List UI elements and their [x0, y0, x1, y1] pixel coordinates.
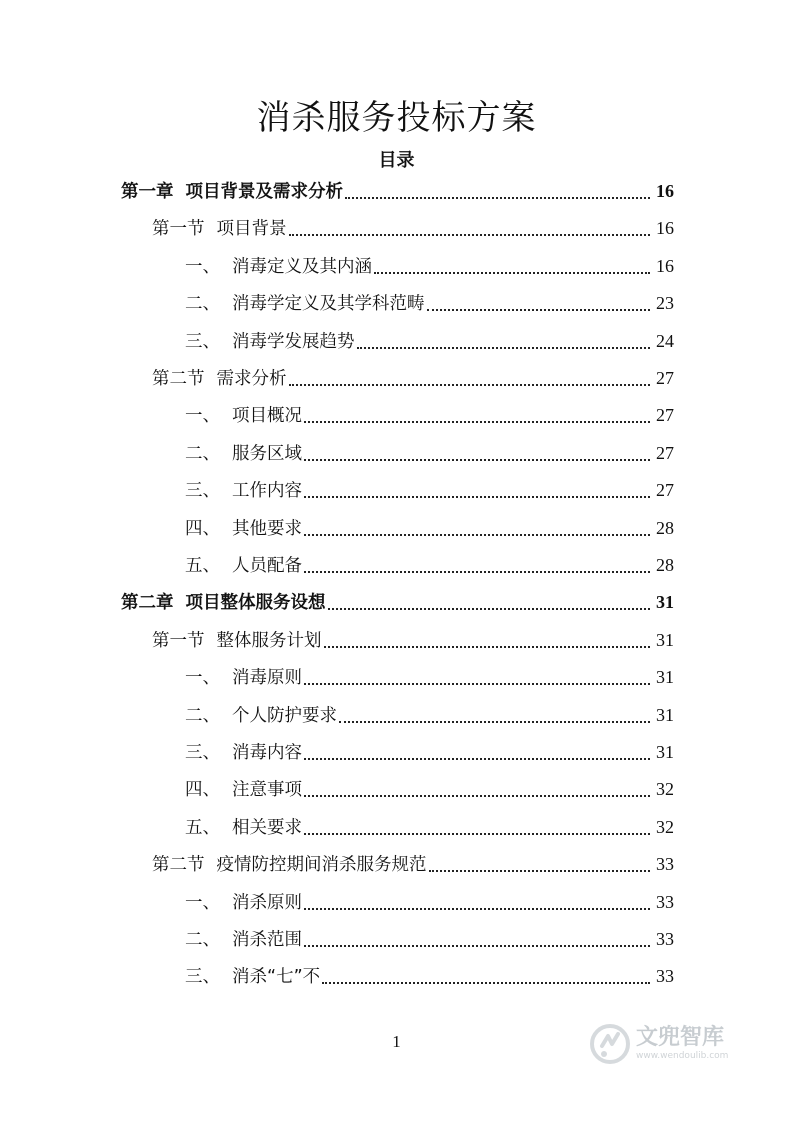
toc-entry-title: 项目概况: [232, 406, 302, 427]
toc-entry-title: 相关要求: [232, 817, 302, 838]
toc-entry[interactable]: [185, 888, 674, 916]
toc-dot-leader: [304, 571, 650, 573]
toc-entry[interactable]: [185, 551, 674, 579]
toc-entry-number: 三、: [185, 967, 220, 988]
toc-dot-leader: [374, 272, 650, 274]
toc-entry[interactable]: [121, 177, 674, 205]
toc-entry[interactable]: [185, 252, 674, 280]
toc-entry-page: 32: [656, 816, 674, 837]
toc-entry-page: 31: [656, 667, 674, 688]
toc-entry[interactable]: [185, 925, 674, 953]
toc-entry-page: 23: [656, 293, 674, 314]
toc-entry-number: 五、: [185, 817, 220, 838]
toc-dot-leader: [304, 534, 650, 536]
toc-entry[interactable]: [152, 364, 674, 392]
toc-entry-title: 项目整体服务设想: [185, 593, 326, 614]
toc-entry-page: 33: [656, 929, 674, 949]
toc-entry-page: 16: [656, 218, 674, 239]
toc-entry-title: 消毒学定义及其学科范畴: [232, 294, 425, 315]
toc-dot-leader: [304, 459, 650, 461]
toc-entry-number: 第一节: [152, 219, 205, 240]
toc-entry[interactable]: [185, 813, 674, 841]
toc-dot-leader: [304, 496, 650, 498]
toc-dot-leader: [429, 870, 651, 872]
toc-dot-leader: [304, 833, 650, 835]
toc-entry-page: 31: [656, 742, 674, 762]
toc-entry-number: 第一节: [152, 630, 205, 651]
toc-entry[interactable]: [152, 214, 674, 242]
toc-entry-number: 第二节: [152, 855, 205, 876]
toc-dot-leader: [304, 908, 650, 910]
toc-entry-page: 16: [656, 181, 674, 201]
toc-entry-title: 消杀范围: [232, 930, 302, 950]
toc-entry[interactable]: [185, 775, 674, 803]
watermark-url: www.wendoulib.com: [636, 1051, 729, 1061]
toc-entry[interactable]: [185, 327, 674, 355]
toc-dot-leader: [322, 982, 650, 984]
toc-dot-leader: [304, 945, 650, 947]
page-number: 1: [392, 1032, 401, 1051]
toc-entry[interactable]: [185, 738, 674, 766]
toc-entry-title: 其他要求: [232, 518, 302, 539]
toc-entry-title: 消毒内容: [232, 743, 302, 763]
toc-dot-leader: [345, 197, 650, 199]
toc-dot-leader: [324, 646, 651, 648]
toc-entry[interactable]: [185, 701, 674, 729]
toc-entry-number: 三、: [185, 481, 220, 502]
toc-entry-number: 一、: [185, 256, 220, 277]
toc-entry-title: 消毒原则: [232, 668, 302, 689]
toc-entry-title: 个人防护要求: [232, 705, 337, 726]
toc-entry[interactable]: [185, 476, 674, 504]
toc-entry-title: 项目背景及需求分析: [185, 182, 343, 202]
toc-dot-leader: [427, 309, 651, 311]
toc-dot-leader: [304, 421, 650, 423]
toc-entry-number: 三、: [185, 331, 220, 352]
toc-entry-page: 31: [656, 592, 674, 613]
wendou-logo-icon: [588, 1022, 632, 1066]
toc-entry[interactable]: [121, 588, 674, 616]
toc-entry-number: 一、: [185, 668, 220, 689]
toc-entry-page: 31: [656, 704, 674, 725]
toc-dot-leader: [289, 384, 651, 386]
toc-entry-page: 27: [656, 405, 674, 426]
toc-entry-title: 人员配备: [232, 556, 302, 576]
toc-dot-leader: [328, 608, 651, 610]
toc-dot-leader: [339, 721, 650, 723]
toc-entry-title: 消杀原则: [232, 892, 302, 913]
toc-entry-number: 三、: [185, 743, 220, 763]
toc-entry-title: 疫情防控期间消杀服务规范: [216, 855, 427, 876]
toc-entry-page: 28: [656, 555, 674, 575]
toc-entry-page: 31: [656, 629, 674, 650]
toc-entry-number: 四、: [185, 518, 220, 539]
toc-entry-page: 33: [656, 966, 674, 987]
toc-entry-title: 整体服务计划: [216, 630, 322, 651]
toc-entry-number: 第一章: [121, 182, 174, 202]
toc-dot-leader: [304, 758, 650, 760]
toc-entry-number: 第二节: [152, 369, 205, 389]
toc-dot-leader: [357, 347, 651, 349]
toc-entry-page: 27: [656, 368, 674, 388]
toc-entry-page: 33: [656, 891, 674, 912]
toc-entry-title: 消毒学发展趋势: [232, 331, 355, 352]
toc-entry[interactable]: [185, 962, 674, 990]
toc-entry-page: 16: [656, 255, 674, 276]
toc-entry[interactable]: [185, 514, 674, 542]
toc-entry-number: 二、: [185, 705, 220, 726]
toc-entry-title: 消毒定义及其内涵: [232, 256, 372, 277]
toc-entry-title: 服务区域: [232, 443, 302, 464]
toc-entry[interactable]: [185, 401, 674, 429]
watermark-name: 文兜智库: [636, 1025, 725, 1050]
toc-dot-leader: [304, 683, 650, 685]
toc-entry[interactable]: [152, 626, 674, 654]
toc-entry-number: 二、: [185, 443, 220, 464]
toc-entry-number: 五、: [185, 556, 220, 576]
toc-entry-number: 二、: [185, 930, 220, 950]
toc-entry-title: 项目背景: [216, 219, 287, 240]
toc-entry-title: 消杀“七”不: [232, 967, 321, 988]
toc-dot-leader: [289, 234, 651, 236]
toc-entry-page: 27: [656, 442, 674, 463]
toc-entry-page: 27: [656, 480, 674, 501]
watermark: [588, 1018, 763, 1070]
toc-entry-number: 第二章: [121, 593, 174, 614]
toc-heading: 目录: [378, 150, 415, 171]
toc-entry-number: 二、: [185, 294, 220, 315]
toc-entry-number: 四、: [185, 780, 220, 801]
toc-dot-leader: [304, 795, 650, 797]
toc-entry[interactable]: [185, 663, 674, 691]
toc-entry-title: 注意事项: [232, 780, 302, 801]
toc-entry-title: 需求分析: [216, 369, 287, 389]
toc-entry-page: 28: [656, 517, 674, 538]
toc-entry[interactable]: [152, 850, 674, 878]
toc-entry[interactable]: [185, 439, 674, 467]
document-title: 消杀服务投标方案: [256, 98, 537, 138]
toc-entry[interactable]: [185, 289, 674, 317]
toc-entry-number: 一、: [185, 406, 220, 427]
toc-entry-page: 24: [656, 330, 674, 351]
toc-entry-number: 一、: [185, 892, 220, 913]
toc-entry-page: 32: [656, 779, 674, 800]
toc-entry-title: 工作内容: [232, 481, 302, 502]
toc-entry-page: 33: [656, 854, 674, 875]
